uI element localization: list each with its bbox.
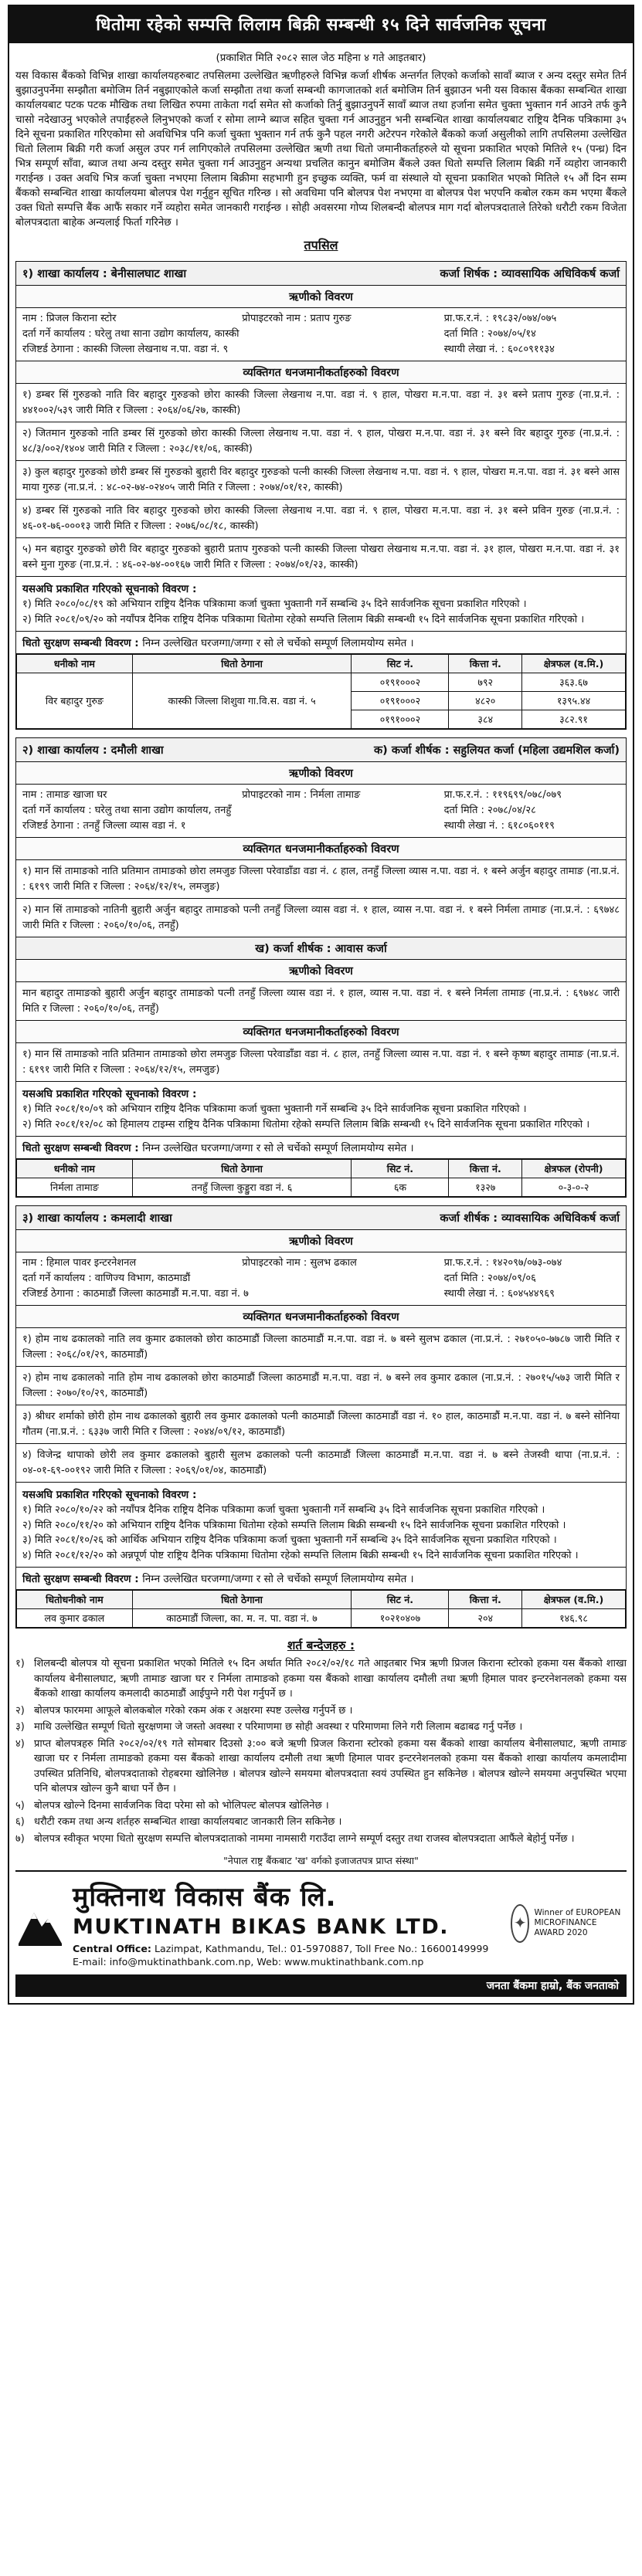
- branch-section-2: [15, 737, 627, 1198]
- bank-logo-icon: [15, 1899, 65, 1948]
- cell-address: तनहुँ जिल्ला कुड्डुरा वडा नं. ६: [132, 1178, 352, 1197]
- term-item: [15, 1798, 627, 1814]
- central-office-line: [73, 1942, 488, 1955]
- borrower-heading: ऋणीको विवरण: [16, 286, 626, 308]
- collateral-title: धितो सुरक्षण सम्बन्धी विवरण :: [22, 1143, 139, 1154]
- cell-plot: ७९२: [449, 673, 522, 692]
- borrower-field: प्रोपाइटरको नाम : निर्मला तामाङ: [242, 789, 361, 801]
- cell-owner: निर्मला तामाङ: [17, 1178, 133, 1197]
- loan-type: कर्जा शीर्षक : व्यावसायिक अधिविकर्ष कर्जा: [440, 1212, 620, 1225]
- borrower-field: प्रा.फ.र.नं. : ११९६९९/०७८/०७९: [443, 789, 562, 801]
- cell-area: १४६.९८: [522, 1609, 626, 1628]
- borrower-details: [16, 1252, 626, 1306]
- cell-sheet: ०१९१०००२: [352, 710, 449, 729]
- branch-section-3: [15, 1205, 627, 1629]
- branch-office: २) शाखा कार्यालय : दमौली शाखा: [22, 744, 164, 757]
- term-text: बोलपत्र स्वीकृत भएमा धितो सुरक्षण सम्पत्ति बोलपत्रदाताको नाममा नामसारी गराउँदा लाग्ने सम्पूर्ण दस्तुर तथा राजस्व बोलपत्रदाता आफैंले बेहोर्नु पर्नेछ ।: [34, 1832, 575, 1845]
- col-sheet: सिट नं.: [352, 1160, 449, 1178]
- guarantor-item: २) जितमान गुरुङको नाति डम्बर सिं गुरुङको छोरा कास्की जिल्ला लेखनाथ न.पा. वडा नं. ९ हाल, पोखरा म.न.पा. वडा नं. ३१ बस्ने विर बहादुर गुरुङ (ना.प्र.नं. : ४८/३/००२/१४०४ जारी मिति र जिल्ला : २०३८/११/०६, कास्की): [16, 422, 626, 461]
- collateral-note: निम्न उल्लेखित घरजग्गा/जग्गा र सो ले चर्चेको सम्पूर्ण लिलामयोग्य समेत ।: [142, 638, 414, 649]
- borrower-details: [16, 785, 626, 838]
- collateral-heading: [16, 1137, 626, 1159]
- col-address: धितो ठेगाना: [132, 1160, 352, 1178]
- guarantor-item: १) मान सिं तामाङको नाति प्रतिमान तामाङको छोरा लमजुङ जिल्ला परेवाडाँडा वडा नं. ८ हाल, तनहुँ जिल्ला व्यास न.पा. वडा नं. १ बस्ने अर्जुन बहादुर तामाङ (ना.प्र.नं. : ६१९९ जारी मिति र जिल्ला : २०६४/१२/१५, लमजुङ): [16, 860, 626, 899]
- cell-area: ०-३-०-२: [522, 1178, 626, 1197]
- collateral-note: निम्न उल्लेखित घरजग्गा/जग्गा र सो ले चर्चेको सम्पूर्ण लिलामयोग्य समेत ।: [142, 1143, 414, 1154]
- table-row: [17, 1178, 626, 1197]
- intro-paragraph: यस विकास बैंकको विभिन्न शाखा कार्यालयहरुबाट तपसिलमा उल्लेखित ऋणीहरुले विभिन्न कर्जा शीर्षक अन्तर्गत लिएको कर्जाको सावाँ ब्याज र अन्य दस्तुर समेत तिर्न बुझाउनुपर्नेमा सम्झौता बमोजिम तिर्न नबुझाएकोले कर्जा सम्झौता तथा कर्जा सम्बन्धी कागजातको शर्त बमोजिम तिर्न बुझाउन भनी यस विकास बैंकका सम्बन्धित शाखा कार्यालयबाट पटक पटक मौखिक तथा लिखित रुपमा ताकेता गर्दा समेत सो कर्जाको तिर्नु बुझाउनुपर्ने सावाँ ब्याज तथा हर्जाना समेत चुक्ता भुक्तान गर्न आउने तर्फ कुनै चासो नदेखाउनु भएकोले तपाईंहरुले लिनुभएको कर्जा र सोमा लाग्ने ब्याज सहित चुक्ता गर्न आउनुहुन भनी सम्बन्धित शाखा कार्यालयबाट राष्ट्रिय दैनिक पत्रिकामा ३५ दिने सूचना प्रकाशित गरिएकोमा सो अवधिभित्र पनि कर्जा चुक्ता भुक्तान गर्न तर्फ कुनै पहल नगरी अटेरपन गरेकोले बैंकको कर्जा असुलीको लागि तपसिलमा उल्लेखित धितो लिलाम बिक्री गरी कर्जा असुल उपर गर्न लागिएकोले तपसिलमा उल्लेखित ऋणी तथा धितो जमानीकर्ताहरुले यो सूचना प्रकाशित भएको मितिले १५ (पन्ध्र) दिन भित्र सम्पूर्ण साँवा, ब्याज तथा अन्य दस्तुर समेत चुक्ता गर्न आउनुहुन अन्यथा प्रचलित कानुन बमोजिम बैंकले उक्त धितो सम्पत्ति लिलाम बिक्री गर्ने व्यहोरा जानकारी गराईन्छ । उक्त अवधि भित्र कर्जा चुक्ता नभएमा लिलाम बिक्रीमा सहभागी हुन इच्छुक व्यक्ति, फर्म वा संस्थाले यो सूचना प्रकाशित भएको मितिले १५ औं दिन सम्म बैंकको सम्बन्धित शाखा कार्यालयमा बोलपत्र पेश गर्नुहुन सूचित गरिन्छ । सो अवधिमा पनि बोलपत्र पेश नभएमा वा बोलपत्र पेश भएपनि कबोल रकम कम भएमा बैंकले उक्त धितो सम्पत्ति बैंक आफैं सकार गर्ने व्यहोरा समेत जानकारी गराईन्छ । सोही अवसरमा गोप्य शिलबन्दी बोलपत्र माग गर्दा बोलपत्रदाताले तिरेको धरौटी रकम विजेता बोलपत्रदाता बाहेक अन्यलाई फिर्ता गरिनेछ ।: [15, 70, 627, 229]
- award-emblem-icon: ✦: [511, 1904, 529, 1943]
- borrower-heading: ऋणीको विवरण: [16, 1230, 626, 1252]
- guarantor-item: ३) श्रीधर शर्माको छोरी होम नाथ ढकालको बुहारी लव कुमार ढकालको पत्नी काठमाडौं जिल्ला काठमाडौं वडा नं. १० हाल, काठमाडौं म.न.पा. वडा नं. ७ बस्ने सोनिया गौतम (ना.प्र.नं. : ६३३७ जारी मिति र जिल्ला : २०४४/०९/१२, काठमाडौं): [16, 1405, 626, 1444]
- col-plot: कित्ता नं.: [449, 1160, 522, 1178]
- central-office-address: Lazimpat, Kathmandu, Tel.: 01-5970887, Toll Free No.: 16600149999: [155, 1943, 489, 1954]
- col-area: क्षेत्रफल (व.मि.): [522, 1591, 626, 1609]
- borrower-field: स्थायी लेखा नं. : ६०८०९११३४: [443, 344, 555, 355]
- term-number: २): [15, 1704, 25, 1717]
- cell-sheet: ६क: [352, 1178, 449, 1197]
- cell-plot: ३८४: [449, 710, 522, 729]
- guarantor-item: २) मान सिं तामाङको नातिनी बुहारी अर्जुन बहादुर तामाङको पत्नी तनहुँ जिल्ला व्यास वडा नं. १ हाल, व्यास न.पा. वडा नं. १ बस्ने निर्मला तामाङ (ना.प्र.नं. : ६९७४८ जारी मिति र जिल्ला : २०६०/१०/०६, तनहुँ): [16, 899, 626, 937]
- prior-notice-item: २) मिति २०८१/१२/०८ को हिमालय टाइम्स राष्ट्रिय दैनिक पत्रिकामा धितोमा रहेको सम्पत्ति लिलाम बिक्रि सम्बन्धी १५ दिने सार्वजनिक सूचना प्रकाशित गरिएको ।: [22, 1118, 590, 1130]
- guarantor-item: १) मान सिं तामाङको नाति प्रतिमान तामाङको छोरा लमजुङ जिल्ला परेवाडाँडा वडा नं. ८ हाल, तनहुँ जिल्ला व्यास न.पा. वडा नं. १ बस्ने कृष्ण बहादुर तामाङ (ना.प्र.नं. : ६१९१ जारी मिति र जिल्ला : २०६४/१२/१५, लमजुङ): [16, 1043, 626, 1082]
- guarantor-heading: व्यक्तिगत धनजमानीकर्ताहरुको विवरण: [16, 1306, 626, 1328]
- term-text: धरौटी रकम तथा अन्य शर्तहरु सम्बन्धित शाखा कार्यालयबाट जानकारी लिन सकिनेछ ।: [34, 1816, 342, 1828]
- borrower-field: प्रोपाइटरको नाम : सुलभ ढकाल: [242, 1257, 357, 1269]
- loan-type-b: ख) कर्जा शीर्षक : आवास कर्जा: [16, 937, 626, 960]
- borrower-field: स्थायी लेखा नं. : ६१८०६०११९: [443, 820, 555, 832]
- branch-header: [16, 1206, 626, 1230]
- prior-notice-list: [16, 595, 626, 632]
- term-text: बोलपत्र खोल्ने दिनमा सार्वजनिक विदा परेमा सो को भोलिपल्ट बोलपत्र खोलिनेछ ।: [34, 1799, 329, 1812]
- award-badge: [511, 1904, 627, 1943]
- borrower-field: प्रा.फ.र.नं. : १४२०९७/०७३-०७४: [443, 1257, 562, 1269]
- col-address: धितो ठेगाना: [132, 655, 352, 673]
- cell-owner: विर बहादुर गुरुङ: [17, 673, 133, 729]
- borrower-field: दर्ता गर्ने कार्यालय : वाणिज्य विभाग, काठमाडौं: [22, 1273, 191, 1284]
- term-number: ५): [15, 1799, 25, 1812]
- borrower-field: स्थायी लेखा नं. : ६०४५४४९६९: [443, 1288, 555, 1300]
- collateral-title: धितो सुरक्षण सम्बन्धी विवरण :: [22, 1574, 139, 1585]
- branch-header: [16, 262, 626, 286]
- borrower-field: नाम : तामाङ खाजा घर: [22, 789, 107, 801]
- prior-notice-item: २) मिति २०८१/०९/२० को नयाँपत्र दैनिक राष्ट्रिय दैनिक पत्रिकामा धितोमा रहेको सम्पत्ति लिलाम बिक्री सम्बन्धी १५ दिने सार्वजनिक सूचना प्रकाशित गरिएको ।: [22, 613, 585, 625]
- term-text: बोलपत्र फारममा आफूले बोलकबोल गरेको रकम अंक र अक्षरमा स्पष्ट उल्लेख गर्नुपर्ने छ ।: [34, 1704, 353, 1717]
- prior-notice-list: [16, 1100, 626, 1137]
- cell-sheet: ०१९१०००२: [352, 673, 449, 692]
- prior-notice-list: [16, 1501, 626, 1568]
- col-area: क्षेत्रफल (रोपनी): [522, 1160, 626, 1178]
- term-item: [15, 1656, 627, 1702]
- term-number: ४): [15, 1737, 25, 1750]
- guarantor-heading-b: व्यक्तिगत धनजमानीकर्ताहरुको विवरण: [16, 1021, 626, 1043]
- cell-sheet: ०१९१०००२: [352, 692, 449, 710]
- notice-frame: [8, 43, 634, 2005]
- branch-office: ३) शाखा कार्यालय : कमलादी शाखा: [22, 1212, 172, 1225]
- cell-area: ३८२.९१: [522, 710, 626, 729]
- guarantor-item: १) होम नाथ ढकालको नाति लव कुमार ढकालको छोरा काठमाडौं जिल्ला काठमाडौं म.न.पा. वडा नं. ७ बस्ने सुलभ ढकाल (ना.प्र.नं. : २७१०५०-७७८७ जारी मिति र जिल्ला : २०६८/०१/२९, काठमाडौं): [16, 1328, 626, 1367]
- branch-section-1: [15, 261, 627, 730]
- notice-title: धितोमा रहेको सम्पत्ति लिलाम बिक्री सम्बन्धी १५ दिने सार्वजनिक सूचना: [8, 5, 634, 43]
- term-number: ७): [15, 1832, 25, 1845]
- term-number: १): [15, 1658, 25, 1669]
- collateral-title: धितो सुरक्षण सम्बन्धी विवरण :: [22, 638, 139, 649]
- cell-area: ३६३.६७: [522, 673, 626, 692]
- collateral-heading: [16, 1568, 626, 1590]
- col-owner: धनीको नाम: [17, 655, 133, 673]
- terms-heading: शर्त बन्देजहरु :: [287, 1639, 355, 1652]
- collateral-table: [16, 1590, 626, 1628]
- bank-name-nepali: मुक्तिनाथ विकास बैंक लि.: [73, 1882, 337, 1913]
- borrower-field: प्रा.फ.र.नं. : १९८३२/०७४/०७५: [443, 313, 557, 324]
- term-item: [15, 1832, 627, 1847]
- term-text: प्राप्त बोलपत्रहरु मिति २०८२/०२/१९ गते सोमबार दिउसो ३:०० बजे ऋणी प्रिजल किराना स्टोरको हकमा यस बैंकको शाखा कार्यालय बेनीसालघाट, ऋणी तामाङ खाजा घर र निर्मला तामाङको हकमा यस बैंकको शाखा कार्यालय दमौली तथा ऋणी हिमाल पावर इन्टरनेशनलको हकमा यस बैंकको शाखा कार्यालय कमलादीमा उपस्थित प्रतिनिधि, बोलपत्रदाताको रोहबरमा खोलिनेछ । बोलपत्र खोल्ने समयमा बोलपत्रदाता स्वयं उपस्थित हुन सकिनेछ । बोलपत्र खोल्ने समयमा अनुपस्थित भएमा पनि बोलपत्र खोल्न कुनै बाधा पर्ने छैन ।: [34, 1737, 627, 1795]
- guarantor-item: ५) मन बहादुर गुरुङको छोरी विर बहादुर गुरुङको बुहारी प्रताप गुरुङको पत्नी कास्की जिल्ला पोखरा लेखनाथ म.न.पा. वडा नं. ३१ हाल, पोखरा म.न.पा. वडा नं. ३१ बस्ने मुना गुरुङ (ना.प्र.नं. : ४६-०२-७४-००१६७ जारी मिति र जिल्ला : २०७४/०१/२३, कास्की): [16, 538, 626, 577]
- bank-footer: [15, 1870, 627, 1968]
- collateral-table: [16, 654, 626, 729]
- col-area: क्षेत्रफल (व.मि.): [522, 655, 626, 673]
- borrower-field: दर्ता मिति : २०७४/०५/१४: [443, 328, 536, 340]
- bank-email-web[interactable]: E-mail: info@muktinathbank.com.np, Web: www.muktinathbank.com.np: [73, 1956, 424, 1968]
- term-item: [15, 1815, 627, 1830]
- loan-type: क) कर्जा शीर्षक : सहुलियत कर्जा (महिला उद्यमशिल कर्जा): [374, 744, 620, 757]
- term-number: ६): [15, 1816, 25, 1828]
- borrower-details: [16, 308, 626, 361]
- cell-area: १३९५.४४: [522, 692, 626, 710]
- borrower-field: नाम : प्रिजल किराना स्टोर: [22, 313, 117, 324]
- cell-plot: २०४: [449, 1609, 522, 1628]
- collateral-heading: [16, 632, 626, 654]
- cell-plot: १३२७: [449, 1178, 522, 1197]
- prior-notice-item: २) मिति २०८०/११/२० को अभियान राष्ट्रिय दैनिक पत्रिकामा धितोमा रहेको सम्पत्ति लिलाम बिक्री सम्बन्धी १५ दिने सार्वजनिक सूचना प्रकाशित गरिएको ।: [22, 1519, 566, 1531]
- term-item: [15, 1703, 627, 1719]
- bank-identity: [73, 1878, 488, 1968]
- col-plot: कित्ता नं.: [449, 1591, 522, 1609]
- col-address: धितो ठेगाना: [132, 1591, 352, 1609]
- term-number: ३): [15, 1721, 25, 1733]
- col-plot: कित्ता नं.: [449, 655, 522, 673]
- guarantor-heading: व्यक्तिगत धनजमानीकर्ताहरुको विवरण: [16, 361, 626, 384]
- prior-notice-heading: यसअघि प्रकाशित गरिएको सूचनाको विवरण :: [22, 1489, 197, 1501]
- cell-plot: ४८२०: [449, 692, 522, 710]
- borrower-heading-b: ऋणीको विवरण: [16, 960, 626, 982]
- branch-header: [16, 738, 626, 762]
- bank-tagline: जनता बैंकमा हाम्रो, बैंक जनताको: [15, 1974, 627, 1997]
- table-row: [17, 1609, 626, 1628]
- term-item: [15, 1720, 627, 1735]
- central-office-label: Central Office:: [73, 1943, 151, 1954]
- borrower-field: दर्ता गर्ने कार्यालय : घरेलु तथा साना उद्योग कार्यालय, तनहुँ: [22, 805, 232, 816]
- cell-address: काठमाडौं जिल्ला, का. म. न. पा. वडा नं. ७: [132, 1609, 352, 1628]
- prior-notice-item: ४) मिति २०८१/१२/२० को अन्नपूर्ण पोष्ट राष्ट्रिय दैनिक पत्रिकामा धितोमा रहेको सम्पत्ति लिलाम बिक्री सम्बन्धी १५ दिने सार्वजनिक सूचना प्रकाशित गरिएको ।: [22, 1549, 579, 1561]
- collateral-note: निम्न उल्लेखित घरजग्गा/जग्गा र सो ले चर्चेको सम्पूर्ण लिलामयोग्य समेत ।: [142, 1574, 414, 1585]
- terms-list: [15, 1656, 627, 1846]
- borrower-field: दर्ता मिति : २०७४/०९/०६: [443, 1273, 536, 1284]
- term-text: माथि उल्लेखित सम्पूर्ण धितो सुरक्षणमा जे जस्तो अवस्था र परिमाणमा छ सोही अवस्था र परिमाणमा लिने गरी लिलाम बढाबढ गर्नु पर्नेछ ।: [34, 1721, 523, 1733]
- prior-notice-item: ३) मिति २०८१/१०/२६ को आर्थिक अभियान राष्ट्रिय दैनिक पत्रिकामा कर्जा चुक्ता भुक्तानी गर्ने सम्बन्धि ३५ दिने सार्वजनिक सूचना प्रकाशित गरिएको ।: [22, 1534, 557, 1546]
- guarantor-item: ३) कुल बहादुर गुरुङको छोरी डम्बर सिं गुरुङको बुहारी विर बहादुर गुरुङको पत्नी कास्की जिल्ला लेखनाथ न.पा. वडा नं. ९ हाल, पोखरा म.न.पा. वडा नं. ३१ बस्ने आस माया गुरुङ (ना.प्र.नं. : ४८-०२-७४-०२४०५ जारी मिति र जिल्ला : २०७४/०१/१२, कास्की): [16, 461, 626, 500]
- term-text: शिलबन्दी बोलपत्र यो सूचना प्रकाशित भएको मितिले १५ दिन अर्थात मिति २०८२/०२/१८ गते आइतबार भित्र ऋणी प्रिजल किराना स्टोरको हकमा यस बैंकको शाखा कार्यालय बेनीसालघाट, ऋणी तामाङ खाजा घर र निर्मला तामाङको हकमा यस बैंकको शाखा कार्यालय दमौली तथा ऋणी हिमाल पावर इन्टरनेशनलको हकमा यस बैंकको शाखा कार्यालय कमलादी काठमाडौं आईपुग्ने गरी पेश गर्नुपर्ने छ ।: [34, 1658, 627, 1700]
- bank-name-english: MUKTINATH BIKAS BANK LTD.: [73, 1915, 449, 1939]
- prior-notice-heading: यसअघि प्रकाशित गरिएको सूचनाको विवरण :: [22, 1088, 197, 1100]
- guarantor-item: ४) डम्बर सिं गुरुङको नाति विर बहादुर गुरुङको छोरा कास्की जिल्ला लेखनाथ न.पा. वडा नं. ९ हाल, पोखरा म.न.पा. वडा नं. ३१ बस्ने प्रविन गुरुङ (ना.प्र.नं. : ४६-०१-७६-०००१३ जारी मिति र जिल्ला : २०७६/०८/१८, कास्की): [16, 500, 626, 538]
- borrower-field: दर्ता गर्ने कार्यालय : घरेलु तथा साना उद्योग कार्यालय, कास्की: [22, 328, 239, 340]
- bank-contact: [73, 1942, 488, 1968]
- guarantor-heading: व्यक्तिगत धनजमानीकर्ताहरुको विवरण: [16, 838, 626, 860]
- col-owner: धनीको नाम: [17, 1160, 133, 1178]
- table-row: [17, 673, 626, 692]
- publish-date: (प्रकाशित मिति २०८२ साल जेठ महिना ४ गते आइतबार): [216, 53, 426, 64]
- borrower-field: नाम : हिमाल पावर इन्टरनेशनल: [22, 1257, 137, 1269]
- guarantor-item: १) डम्बर सिं गुरुङको नाति विर बहादुर गुरुङको छोरा कास्की जिल्ला लेखनाथ न.पा. वडा नं. ९ हाल, पोखरा म.न.पा. वडा नं. ३१ बस्ने प्रताप गुरुङ (ना.प्र.नं. : ४४१००२/५३९ जारी मिति र जिल्ला : २०६४/०६/२७, कास्की): [16, 384, 626, 422]
- award-text: Winner of EUROPEAN MICROFINANCE AWARD 2020: [534, 1908, 621, 1937]
- tapasil-heading: तपसिल: [304, 238, 338, 253]
- prior-notice-item: १) मिति २०८०/०८/१९ को अभियान राष्ट्रिय दैनिक पत्रिकामा कर्जा चुक्ता भुक्तानी गर्ने सम्बन्धि ३५ दिने सार्वजनिक सूचना प्रकाशित गरिएको ।: [22, 598, 527, 610]
- prior-notice-item: १) मिति २०८१/१०/०९ को अभियान राष्ट्रिय दैनिक पत्रिकामा कर्जा चुक्ता भुक्तानी गर्ने सम्बन्धि ३५ दिने सार्वजनिक सूचना प्रकाशित गरिएको ।: [22, 1103, 527, 1115]
- borrower-b: मान बहादुर तामाङको बुहारी अर्जुन बहादुर तामाङको पत्नी तनहुँ जिल्ला व्यास वडा नं. १ हाल, व्यास न.पा. वडा नं. १ बस्ने निर्मला तामाङ (ना.प्र.नं. : ६९७४८ जारी मिति र जिल्ला : २०६०/१०/०६, तनहुँ): [16, 982, 626, 1021]
- guarantor-item: ४) विजेन्द्र थापाको छोरी लव कुमार ढकालको बुहारी सुलभ ढकालको पत्नी काठमाडौं जिल्ला काठमाडौं म.न.पा. वडा नं. ७ बस्ने तेजस्वी थापा (ना.प्र.नं. : ०४-०१-६९-००१९२ जारी मिति र जिल्ला : २०६९/०१/०४, काठमाडौं): [16, 1444, 626, 1483]
- notice-page: [8, 5, 634, 2567]
- loan-type: कर्जा शिर्षक : व्यावसायिक अधिविकर्ष कर्जा: [440, 268, 620, 280]
- borrower-field: प्रोपाइटरको नाम : प्रताप गुरुङ: [242, 313, 352, 324]
- borrower-field: रजिष्टर्ड ठेगाना : कास्की जिल्ला लेखनाथ न.पा. वडा नं. ९: [22, 344, 229, 355]
- borrower-field: रजिष्टर्ड ठेगाना : तनहुँ जिल्ला व्यास वडा नं. १: [22, 820, 186, 832]
- term-item: [15, 1737, 627, 1797]
- col-sheet: सिट नं.: [352, 1591, 449, 1609]
- col-sheet: सिट नं.: [352, 655, 449, 673]
- prior-notice-item: १) मिति २०८०/१०/२२ को नयाँपत्र दैनिक राष्ट्रिय दैनिक पत्रिकामा कर्जा चुक्ता भुक्तानी गर्ने सम्बन्धि ३५ दिने सार्वजनिक सूचना प्रकाशित गरिएको ।: [22, 1504, 545, 1516]
- borrower-field: दर्ता मिति : २०७८/०४/२८: [443, 805, 536, 816]
- nrb-license-slogan: "नेपाल राष्ट्र बैंकबाट 'ख' वर्गको इजाजतपत्र प्राप्त संस्था": [223, 1855, 419, 1866]
- cell-sheet: १०२१०४०७: [352, 1609, 449, 1628]
- borrower-heading: ऋणीको विवरण: [16, 762, 626, 785]
- guarantor-item: २) होम नाथ ढकालको नाति होम नाथ ढकालको छोरा काठमाडौं जिल्ला काठमाडौं म.न.पा. वडा नं. ७ बस्ने लव कुमार ढकाल (ना.प्र.नं. : २७०१५/५७३ जारी मिति र जिल्ला : २०७०/१०/२९, काठमाडौं): [16, 1367, 626, 1405]
- prior-notice-heading: यसअघि प्रकाशित गरिएको सूचनाको विवरण :: [22, 583, 197, 595]
- borrower-field: रजिष्टर्ड ठेगाना : काठमाडौं जिल्ला काठमाडौं म.न.पा. वडा नं. ७: [22, 1288, 249, 1300]
- cell-address: कास्की जिल्ला शिशुवा गा.वि.स. वडा नं. ५: [132, 673, 352, 729]
- branch-office: १) शाखा कार्यालय : बेनीसालघाट शाखा: [22, 268, 187, 280]
- cell-owner: लव कुमार ढकाल: [17, 1609, 133, 1628]
- col-owner: धितोधनीको नाम: [17, 1591, 133, 1609]
- collateral-table: [16, 1159, 626, 1197]
